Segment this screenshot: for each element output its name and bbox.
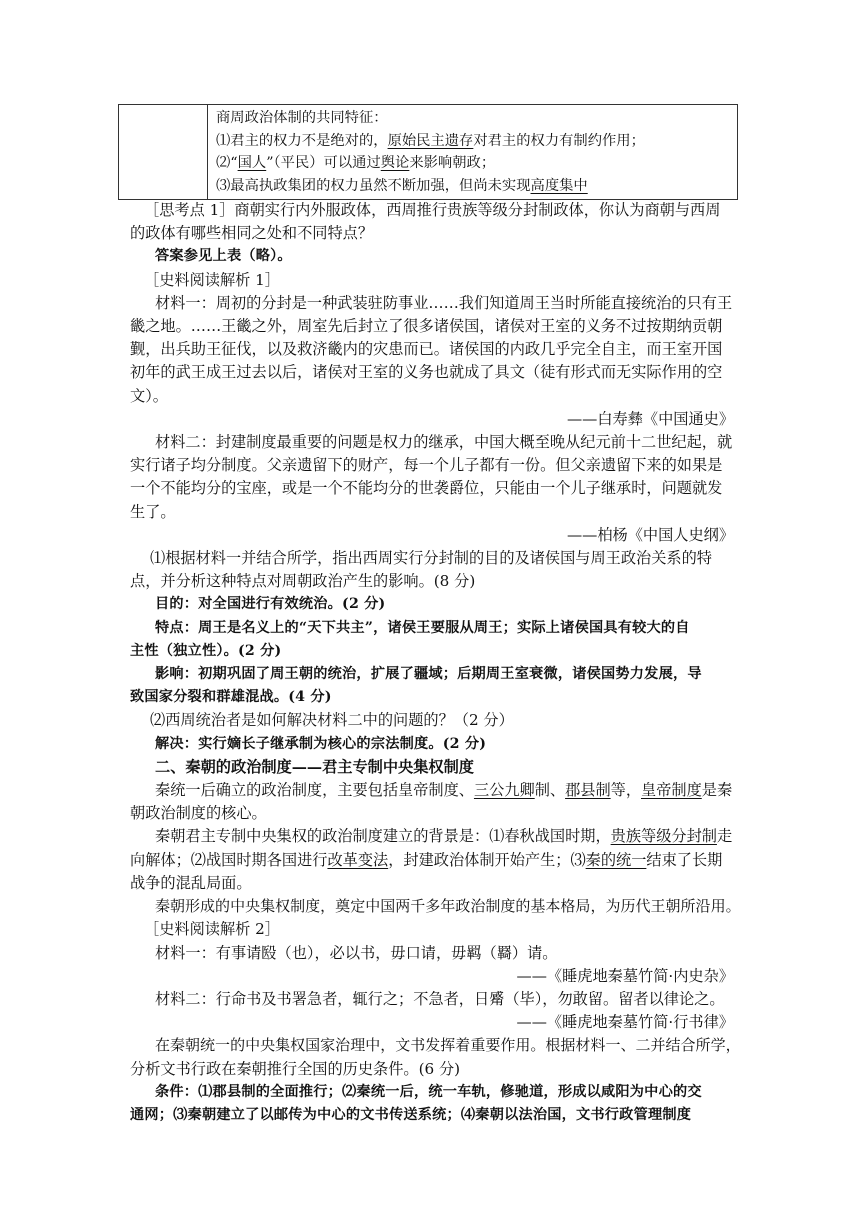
underlined-term: 原始民主遗存 xyxy=(387,132,474,149)
think-point-line: 的政体有哪些相同之处和不同特点？ xyxy=(130,224,373,243)
table-content-cell xyxy=(208,105,738,200)
question-line: ⑵西周统治者是如何解决材料二中的问题的？（2 分） xyxy=(150,711,514,730)
question-line: 点，并分析这种特点对周朝政治产生的影响。(8 分) xyxy=(130,572,476,591)
document-body xyxy=(130,199,740,1127)
material-line: 生了。 xyxy=(130,502,176,521)
table-empty-cell xyxy=(119,105,208,200)
question-line: 在秦朝统一的中央集权国家治理中，文书发挥着重要作用。根据材料一、二并结合所学， xyxy=(155,1036,741,1055)
material-line: 觐，出兵助王征伐，以及救济畿内的灾患而已。诸侯国的内政几乎完全自主，而王室开国 xyxy=(130,340,723,359)
underlined-term: 改革变法 xyxy=(327,850,389,869)
material-line: 材料一：有事请殹（也），必以书，毋口请，毋羁（羇）请。 xyxy=(155,943,558,962)
underlined-term: 郡县制 xyxy=(565,781,611,800)
summary-table xyxy=(118,104,738,200)
material-line: 材料二：封建制度最重要的问题是权力的继承，中国大概至晚从纪元前十二世纪起，就 xyxy=(155,433,733,452)
material-source: ——柏杨《中国人史纲》 xyxy=(566,525,734,544)
material-line: 文）。 xyxy=(130,386,168,405)
material-source: ——《睡虎地秦墓竹简·行书律》 xyxy=(516,1013,734,1032)
material-line: 实行诸子均分制度。父亲遗留下的财产，每一个儿子都有一份。但父亲遗留下来的如果是 xyxy=(130,456,723,475)
underlined-term: 秦的统一 xyxy=(585,850,647,869)
paragraph-line: 战争的混乱局面。 xyxy=(130,873,252,892)
answer-line: 致国家分裂和群雄混战。(4 分) xyxy=(130,689,332,706)
material-line: 材料一：周初的分封是一种武装驻防事业……我们知道周王当时所能直接统治的只有王 xyxy=(155,293,733,312)
underlined-term: 三公九卿 xyxy=(473,781,535,800)
answer-line: 条件：⑴郡县制的全面推行；⑵秦统一后，统一车轨，修驰道，形成以咸阳为中心的交 xyxy=(155,1083,702,1100)
material-line: 材料二：行命书及书署急者，辄行之；不急者，日觱（毕），勿敢留。留者以律论之。 xyxy=(155,989,725,1008)
answer-line: 通网；⑶秦朝建立了以邮传为中心的文书传送系统；⑷秦朝以法治国，文书行政管理制度 xyxy=(130,1106,692,1123)
material-source: ——白寿彝《中国通史》 xyxy=(566,409,734,428)
answer-line: 解决：实行嫡长子继承制为核心的宗法制度。(2 分) xyxy=(155,735,487,752)
think-point-line: ［思考点 1］商朝实行内外服政体，西周推行贵族等级分封制政体，你认为商朝与西周 xyxy=(144,201,721,219)
underlined-term: 国人 xyxy=(237,155,267,172)
analysis-heading: ［史料阅读解析 1］ xyxy=(144,270,280,289)
table-row-1: ⑴君主的权力不是绝对的，原始民主遗存对君主的权力有制约作用； xyxy=(216,132,645,149)
paragraph-line: 秦朝君主专制中央集权的政治制度建立的背景是：⑴春秋战国时期，贵族等级分封制走 xyxy=(155,827,733,846)
material-line: 初年的武王成王过去以后，诸侯对王室的义务也就成了具文（徒有形式而无实际作用的空 xyxy=(130,363,723,382)
paragraph-line: 朝政治制度的核心。 xyxy=(130,804,267,823)
table-row-2: ⑵“国人”（平民）可以通过舆论来影响朝政； xyxy=(216,155,496,172)
analysis-heading: ［史料阅读解析 2］ xyxy=(144,920,280,939)
section-heading: 二、秦朝的政治制度——君主专制中央集权制度 xyxy=(155,757,474,776)
underlined-term: 舆论 xyxy=(380,155,410,172)
table-row-3: ⑶最高执政集团的权力虽然不断加强，但尚未实现高度集中 xyxy=(216,177,588,194)
table-title: 商周政治体制的共同特征： xyxy=(216,110,388,126)
paragraph-line: 向解体；⑵战国时期各国进行改革变法，封建政治体制开始产生；⑶秦的统一结束了长期 xyxy=(130,850,723,869)
paragraph-line: 秦统一后确立的政治制度，主要包括皇帝制度、三公九卿制、郡县制等，皇帝制度是秦 xyxy=(155,781,733,800)
material-source: ——《睡虎地秦墓竹简·内史杂》 xyxy=(516,966,734,985)
answer-line: 特点：周王是名义上的“天下共主”，诸侯王要服从周王；实际上诸侯国具有较大的自 xyxy=(155,619,690,636)
answer-line: 目的：对全国进行有效统治。(2 分) xyxy=(155,596,386,613)
paragraph-line: 秦朝形成的中央集权制度，奠定中国两千多年政治制度的基本格局，为历代王朝所沿用。 xyxy=(155,897,741,916)
material-line: 畿之地。……王畿之外，周室先后封立了很多诸侯国，诸侯对王室的义务不过按期纳贡朝 xyxy=(130,317,723,336)
material-line: 一个不能均分的宝座，或是一个不能均分的世袭爵位，只能由一个儿子继承时，问题就发 xyxy=(130,479,723,498)
question-line: ⑴根据材料一并结合所学，指出西周实行分封制的目的及诸侯国与周王政治关系的特 xyxy=(150,549,712,568)
answer-line: 影响：初期巩固了周王朝的统治，扩展了疆域；后期周王室衰微，诸侯国势力发展，导 xyxy=(155,666,702,683)
underlined-term: 高度集中 xyxy=(530,177,588,194)
think-answer: 答案参见上表（略）。 xyxy=(155,248,292,265)
underlined-term: 皇帝制度 xyxy=(641,781,702,800)
question-line: 分析文书行政在秦朝推行全国的历史条件。(6 分) xyxy=(130,1059,461,1078)
answer-line: 主性（独立性）。(2 分) xyxy=(130,642,282,659)
underlined-term: 贵族等级分封制 xyxy=(610,827,717,846)
